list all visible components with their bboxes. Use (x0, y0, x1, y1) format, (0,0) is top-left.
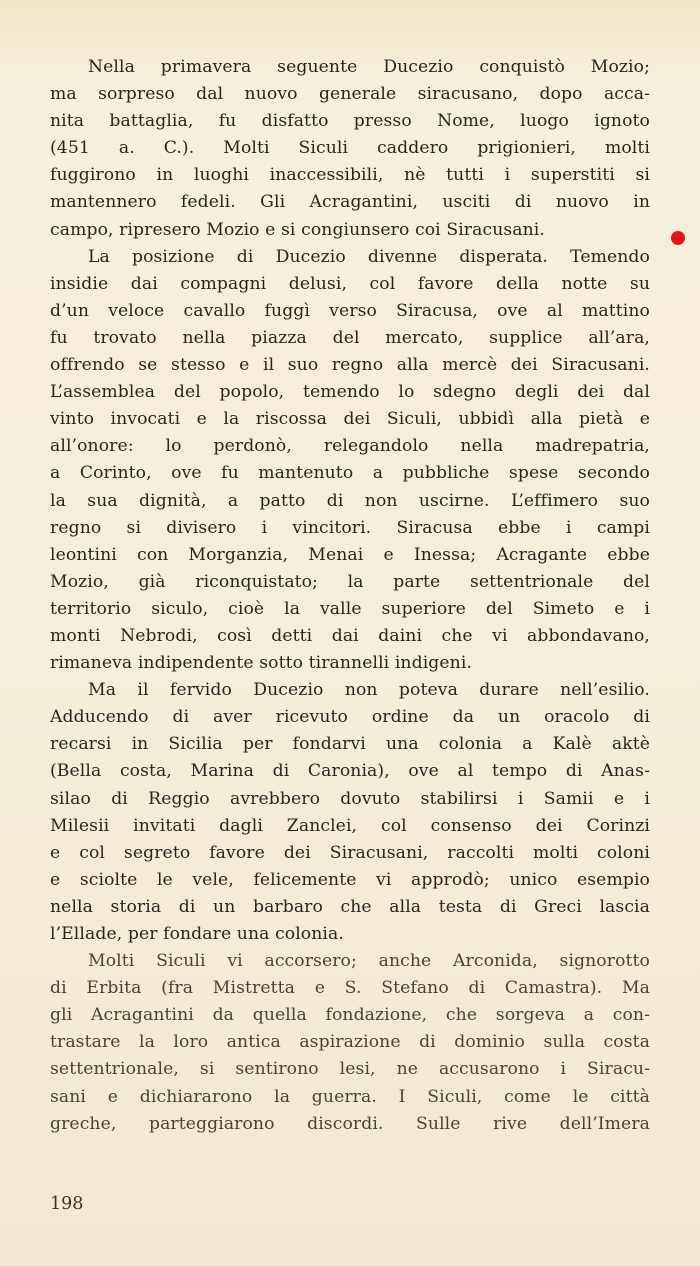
red-dot-marker (671, 231, 685, 245)
text-line: fuggirono in luoghi inaccessibili, nè tutti i superstiti si (50, 165, 650, 186)
text-line: ma sorpreso dal nuovo generale siracusano, dopo acca- (50, 84, 650, 105)
text-line: all’onore: lo perdonò, relegandolo nella madrepatria, (50, 436, 650, 457)
text-line: vinto invocati e la riscossa dei Siculi, ubbidì alla pietà e (50, 409, 650, 430)
text-line: l’Ellade, per fondare una colonia. (50, 924, 344, 944)
text-line: (451 a. C.). Molti Siculi caddero prigionieri, molti (50, 138, 650, 159)
text-line: nella storia di un barbaro che alla testa di Greci lascia (50, 896, 650, 917)
text-line: Mozio, già riconquistato; la parte settentrionale del (50, 571, 650, 592)
text-line: e sciolte le vele, felicemente vi approdò; unico esempio (50, 869, 650, 890)
text-line: Nella primavera seguente Ducezio conquistò Mozio; (88, 57, 650, 77)
text-line: fu trovato nella piazza del mercato, supplice all’ara, (50, 327, 650, 348)
page-text-block (50, 54, 650, 1138)
text-line: settentrionale, si sentirono lesi, ne accusarono i Siracu- (50, 1059, 650, 1080)
text-line: leontini con Morganzia, Menai e Inessa; Acragante ebbe (50, 544, 650, 565)
text-line: nita battaglia, fu disfatto presso Nome, luogo ignoto (50, 111, 650, 132)
text-line: a Corinto, ove fu mantenuto a pubbliche spese secondo (50, 463, 650, 484)
text-line: sani e dichiararono la guerra. I Siculi, come le città (50, 1086, 650, 1107)
text-line: offrendo se stesso e il suo regno alla mercè dei Siracusani. (50, 355, 650, 376)
text-line: la sua dignità, a patto di non uscirne. L’effimero suo (50, 490, 650, 511)
text-line: monti Nebrodi, così detti dai daini che vi abbondavano, (50, 625, 650, 646)
text-line: di Erbita (fra Mistretta e S. Stefano di Camastra). Ma (50, 978, 650, 999)
text-line: regno si divisero i vincitori. Siracusa ebbe i campi (50, 517, 650, 538)
text-line: mantennero fedeli. Gli Acragantini, usciti di nuovo in (50, 192, 650, 213)
text-line: Molti Siculi vi accorsero; anche Arconida, signorotto (88, 951, 650, 972)
text-line: territorio siculo, cioè la valle superiore del Simeto e i (50, 598, 650, 619)
text-line: gli Acragantini da quella fondazione, che sorgeva a con- (50, 1005, 650, 1026)
text-line: e col segreto favore dei Siracusani, raccolti molti coloni (50, 842, 650, 863)
text-line: La posizione di Ducezio divenne disperata. Temendo (88, 246, 650, 267)
text-line: silao di Reggio avrebbero dovuto stabilirsi i Samii e i (50, 788, 650, 809)
text-line: Ma il fervido Ducezio non poteva durare nell’esilio. (88, 680, 650, 701)
text-line: campo, ripresero Mozio e si congiunsero coi Siracusani. (50, 219, 545, 240)
page-number: 198 (50, 1194, 84, 1214)
text-line: Adducendo di aver ricevuto ordine da un oracolo di (50, 707, 650, 728)
text-line: Milesii invitati dagli Zanclei, col consenso dei Corinzi (50, 815, 650, 836)
text-line: trastare la loro antica aspirazione di dominio sulla costa (50, 1032, 650, 1053)
text-line: (Bella costa, Marina di Caronia), ove al tempo di Anas- (50, 761, 650, 782)
text-line: L’assemblea del popolo, temendo lo sdegno degli dei dal (50, 382, 650, 403)
text-line: rimaneva indipendente sotto tirannelli indigeni. (50, 653, 473, 674)
text-line: recarsi in Sicilia per fondarvi una colonia a Kalè aktè (50, 734, 650, 755)
text-line: greche, parteggiarono discordi. Sulle rive dell’Imera (50, 1113, 650, 1134)
text-line: insidie dai compagni delusi, col favore della notte su (50, 273, 650, 294)
text-line: d’un veloce cavallo fuggì verso Siracusa, ove al mattino (50, 300, 650, 321)
